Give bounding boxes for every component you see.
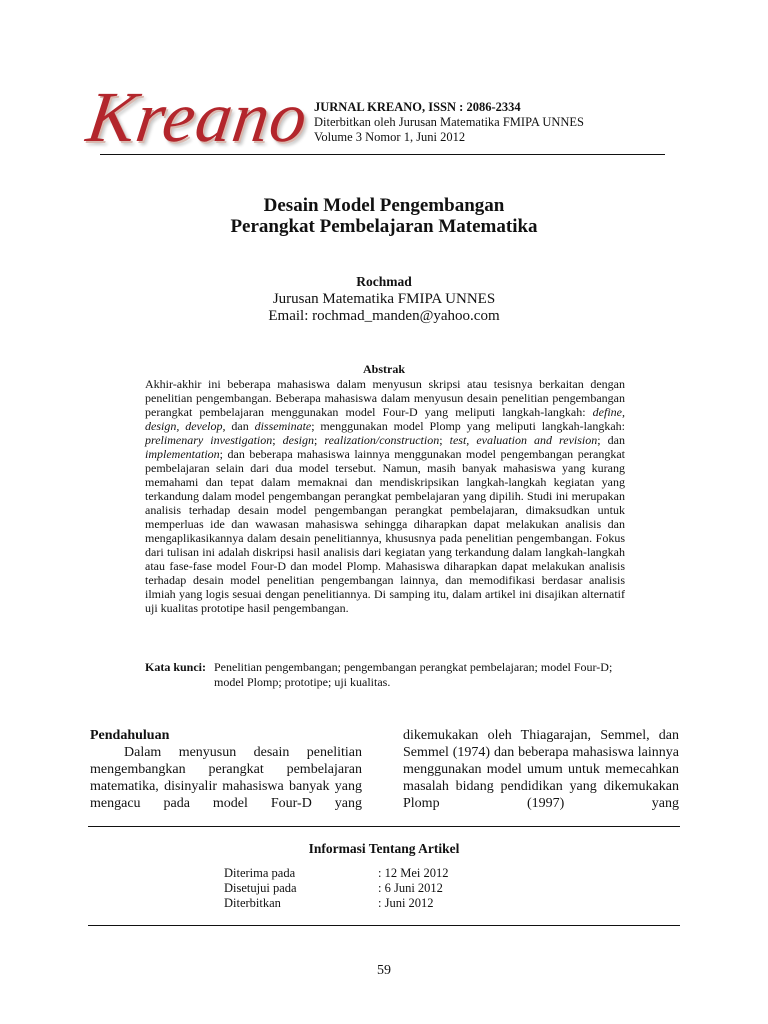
abstract-term-test: test, evaluation and revision: [449, 433, 598, 447]
info-row: [224, 866, 448, 881]
header-divider: [100, 154, 665, 155]
info-row: [224, 881, 448, 896]
abstract-term-realization: realization/construction: [324, 433, 440, 447]
abstract-term-define: define, design, develop,: [145, 405, 625, 433]
abstract-sep-2: ;: [313, 433, 325, 447]
abstract-term-disseminate: disseminate: [254, 419, 312, 433]
section-heading: Pendahuluan: [90, 728, 170, 743]
logo-text: Kreano: [82, 77, 313, 157]
keywords-text: Penelitian pengembangan; pengembangan perangkat pembelajaran; model Four-D; model Plomp; prototipe; uji kualitas.: [214, 660, 613, 689]
title-line-1: Desain Model Pengembangan: [263, 195, 505, 216]
abstract-sep-1: ;: [272, 433, 283, 447]
abstract-heading: Abstrak: [362, 362, 405, 376]
abstract-text: [145, 377, 625, 615]
abstract-part-2: ; menggunakan model Plomp yang meliputi langkah-langkah:: [311, 419, 625, 433]
journal-logo: [82, 72, 313, 162]
page-number: 59: [377, 963, 391, 978]
journal-publisher: Diterbitkan oleh Jurusan Matematika FMIPA UNNES: [314, 115, 585, 129]
title-line-2: Perangkat Pembelajaran Matematika: [230, 216, 538, 237]
info-divider-top: [88, 826, 680, 827]
journal-info: [314, 100, 684, 145]
abstract-conj-2: ; dan: [597, 433, 625, 447]
article-info-heading: Informasi Tentang Artikel: [308, 841, 460, 856]
info-value: : 12 Mei 2012: [378, 866, 449, 880]
body-paragraph-left: Dalam menyusun desain penelitian mengembangkan perangkat pembelajaran matematika, disinyalir mahasiswa banyak yang mengacu pada model Four-D yang: [90, 745, 362, 811]
abstract-term-design: design: [282, 433, 314, 447]
article-title: [100, 195, 668, 237]
info-label: Disetujui pada: [224, 881, 297, 895]
author-email: Email: rochmad_manden@yahoo.com: [268, 308, 500, 324]
abstract-conj-1: dan: [225, 419, 255, 433]
info-label: Diterbitkan: [224, 896, 281, 910]
article-info-table: [224, 866, 448, 911]
abstract-part-3: ; dan beberapa mahasiswa lainnya menggunakan model pengembangan perangkat pembelajaran selain dari dua model tersebut. Namun, masih banyak mahasiswa yang kurang memahami dan tepat dalam memaknai dan mendiskripsikan langkah-langkah kegiatan yang terkandung dalam model pengembangan perangkat pembelajaran yang dipilih. Studi ini merupakan analisis terhadap desain model pengembangan perangkat pembelajaran, dimaksudkan untuk memperluas ide dan wawasan mahasiswa sehingga diharapkan dapat melakukan analisis dan mengaplikasikannya dalam desain penelitiannya, khususnya pada penelitian pengembangan. Fokus dari tulisan ini adalah diskripsi hasil analisis dari kegiatan yang terkandung dalam langkah-langkah atau fase-fase model Four-D dan model Plomp. Mahasiswa diharapkan dapat melakukan analisis terhadap desain model penelitian pengembangan lainnya, dan memodifikasi berdasar analisis ilmiah yang logis sesuai dengan penelitiannya. Di samping itu, dalam artikel ini disajikan alternatif uji kualitas prototipe hasil pengembangan.: [145, 447, 625, 615]
info-divider-bottom: [88, 925, 680, 926]
journal-volume: Volume 3 Nomor 1, Juni 2012: [314, 130, 466, 144]
abstract-term-prelim: prelimenary investigation: [145, 433, 273, 447]
abstract-sep-3: ;: [439, 433, 450, 447]
body-column-right: [403, 727, 679, 812]
author-name: Rochmad: [356, 274, 412, 289]
author-affiliation: Jurusan Matematika FMIPA UNNES: [272, 291, 496, 307]
info-value: : Juni 2012: [378, 896, 434, 910]
info-label: Diterima pada: [224, 866, 296, 880]
author-details: [100, 291, 668, 325]
body-paragraph-right: dikemukakan oleh Thiagarajan, Semmel, dan Semmel (1974) dan beberapa mahasiswa lainnya menggunakan model umum untuk memecahkan masalah bidang pendidikan yang dikemukakan Plomp (1997) yang: [403, 728, 679, 811]
body-column-left: [90, 727, 362, 812]
abstract-part-1: Akhir-akhir ini beberapa mahasiswa dalam menyusun skripsi atau tesisnya berkaitan dengan penelitian pengembangan. Beberapa mahasiswa dalam menyusun desain penelitian pengembangan perangkat pembelajaran menggunakan model Four-D yang meliputi langkah-langkah:: [145, 377, 625, 419]
abstract-term-implementation: implementation: [145, 447, 220, 461]
info-row: [224, 896, 448, 911]
info-value: : 6 Juni 2012: [378, 881, 443, 895]
keywords-label: Kata kunci:: [145, 660, 207, 674]
journal-name: JURNAL KREANO, ISSN : 2086-2334: [314, 100, 521, 114]
